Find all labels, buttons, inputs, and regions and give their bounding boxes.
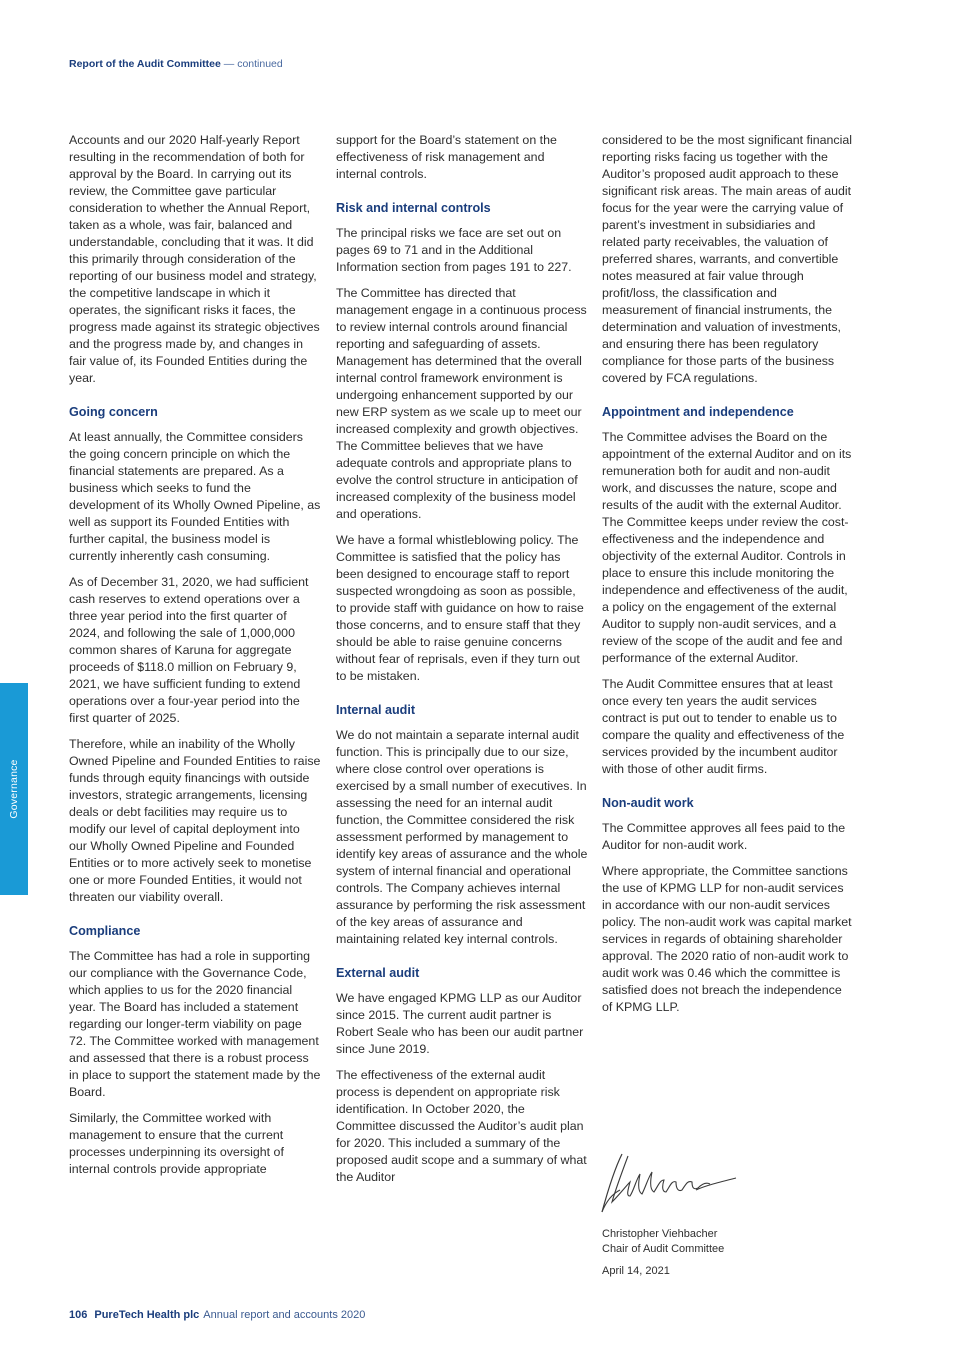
paragraph: support for the Board’s statement on the effectiveness of risk management and internal controls.: [336, 133, 557, 181]
section-tab-label: Governance: [8, 759, 20, 819]
section-tab-governance[interactable]: [0, 683, 28, 895]
page-number: 106: [69, 1309, 88, 1321]
paragraph: The principal risks we face are set out on pages 69 to 71 and in the Additional Information section from pages 191 to 227.: [336, 226, 572, 274]
paragraph: Similarly, the Committee worked with management to ensure that the current processes underpinning its oversight of internal controls provide appropriate: [69, 1111, 284, 1176]
heading-appointment-independence: Appointment and independence: [602, 405, 794, 419]
column-2: [336, 132, 588, 1186]
paragraph: We have engaged KPMG LLP as our Auditor since 2015. The current audit partner is Robert Seale who has been our audit partner since June 2019.: [336, 991, 584, 1056]
heading-internal-audit: Internal audit: [336, 703, 416, 717]
paragraph: considered to be the most significant financial reporting risks facing us together with the Auditor’s proposed audit approach to these significant risk areas. The main areas of audit focus for the year were the carrying value of parent’s investment in subsidiaries and related party receivables, the valuation of preferred shares, warrants, and convertible notes measured at fair value through profit/loss, the classification and measurement of financial instruments, the determination and valuation of investments, and ensuring there has been regulatory compliance for those parts of the business covered by FCA regulations.: [602, 133, 853, 385]
signatory-role: Chair of Audit Committee: [602, 1243, 725, 1255]
running-header: [69, 58, 283, 70]
paragraph: Where appropriate, the Committee sanctions the use of KPMG LLP for non-audit services in accordance with our non-audit services policy. The non-audit work was capital market services in regards of obtaining shareholder approval. The 2020 ratio of non-audit work to audit work was 0.46 which the committee is satisfied does not breach the independence of KPMG LLP.: [602, 864, 852, 1014]
column-3: [602, 132, 854, 1016]
paragraph: The Committee has had a role in supporting our compliance with the Governance Code, which applies to us for the 2020 financial year. The Board has included a statement regarding our longer-term viability on page 72. The Committee worked with management and assessed that there is a robust process in place to support the statement made by the Board.: [69, 949, 321, 1099]
column-1: [69, 132, 321, 1178]
page-footer: [69, 1309, 365, 1321]
heading-going-concern: Going concern: [69, 405, 158, 419]
heading-non-audit-work: Non-audit work: [602, 796, 694, 810]
paragraph: The Committee approves all fees paid to the Auditor for non-audit work.: [602, 821, 846, 852]
header-continued: — continued: [220, 58, 283, 70]
signatory-name: Christopher Viehbacher: [602, 1228, 718, 1240]
header-title: Report of the Audit Committee: [69, 58, 221, 70]
heading-compliance: Compliance: [69, 924, 141, 938]
paragraph: The Audit Committee ensures that at least once every ten years the audit services contract is put out to tender to enable us to compare the quality and effectiveness of the services provided by the incumbent auditor with those of other audit firms.: [602, 677, 845, 776]
signoff-date: April 14, 2021: [602, 1265, 670, 1277]
heading-external-audit: External audit: [336, 966, 420, 980]
paragraph: The effectiveness of the external audit process is dependent on appropriate risk identification. In October 2020, the Committee discussed the Auditor’s audit plan for 2020. This included a summary of the proposed audit scope and a summary of what the Auditor: [336, 1068, 587, 1184]
paragraph: The Committee advises the Board on the appointment of the external Auditor and on its remuneration both for audit and non-audit work, and discusses the nature, scope and results of the audit with the external Auditor. The Committee keeps under review the cost-effectiveness and the independence and objectivity of the external Auditor. Controls in place to ensure this include monitoring the independence and effectiveness of the audit, a policy on the engagement of the external Auditor to supply non-audit services, and a review of the scope of the audit and fee and performance of the external Auditor.: [602, 430, 852, 665]
paragraph: We have a formal whistleblowing policy. The Committee is satisfied that the policy has been designed to encourage staff to report suspected wrongdoing as soon as possible, to provide staff with guidance on how to raise those concerns, and to ensure staff that they should be able to raise genuine concerns without fear of reprisals, even if they turn out to be mistaken.: [336, 533, 584, 683]
paragraph: We do not maintain a separate internal audit function. This is principally due to our size, where close control over operations is exercised by a small number of executives. In assessing the need for an internal audit function, the Committee considered the risk assessment performed by management to identify key areas of assurance and the whole system of internal financial and operational controls. The Company achieves internal assurance by performing the risk assessment of the key areas of assurance and maintaining related key internal controls.: [336, 728, 588, 946]
heading-risk-internal-controls: Risk and internal controls: [336, 201, 491, 215]
footer-company: PureTech Health plc: [94, 1309, 200, 1321]
paragraph: Accounts and our 2020 Half-yearly Report resulting in the recommendation of both for approval by the Board. In carrying out its review, the Committee gave particular consideration to whether the Annual Report, taken as a whole, was fair, balanced and understandable, concluding that it was. It did this primarily through consideration of the reporting of our business model and strategy, the competitive landscape in which it operates, the significant risks it faces, the progress made against its strategic objectives and the progress made by, and changes in fair value of, its Founded Entities during the year.: [69, 133, 320, 385]
paragraph: At least annually, the Committee considers the going concern principle on which the financial statements are prepared. As a business which seeks to fund the development of its Wholly Owned Pipeline, as well as support its Founded Entities with further capital, the business model is currently inherently cash consuming.: [69, 430, 321, 563]
footer-report-title: Annual report and accounts 2020: [203, 1309, 366, 1321]
paragraph: Therefore, while an inability of the Wholly Owned Pipeline and Founded Entities to raise funds through equity financings with outside investors, strategic arrangements, licensing deals or debt facilities may require us to modify our level of capital deployment into our Wholly Owned Pipeline and Founded Entities or to more actively seek to monetise one or more Founded Entities, it would not threaten our viability overall.: [69, 737, 321, 904]
paragraph: The Committee has directed that management engage in a continuous process to review internal controls around financial reporting and safeguarding of assets. Management has determined that the overall internal control framework environment is undergoing enhancement supported by our new ERP system as we scale up to meet our increased complexity and growth objectives. The Committee believes that we have adequate controls and appropriate plans to evolve the control structure in anticipation of increased complexity of the business model and operations.: [336, 286, 587, 521]
handwritten-signature: [600, 1150, 740, 1218]
paragraph: As of December 31, 2020, we had sufficient cash reserves to extend operations over a three year period into the first quarter of 2024, and following the sale of 1,000,000 common shares of Karuna for aggregate proceeds of $118.0 million on February 9, 2021, we have sufficient funding to extend operations over a four-year period into the first quarter of 2025.: [69, 575, 309, 725]
